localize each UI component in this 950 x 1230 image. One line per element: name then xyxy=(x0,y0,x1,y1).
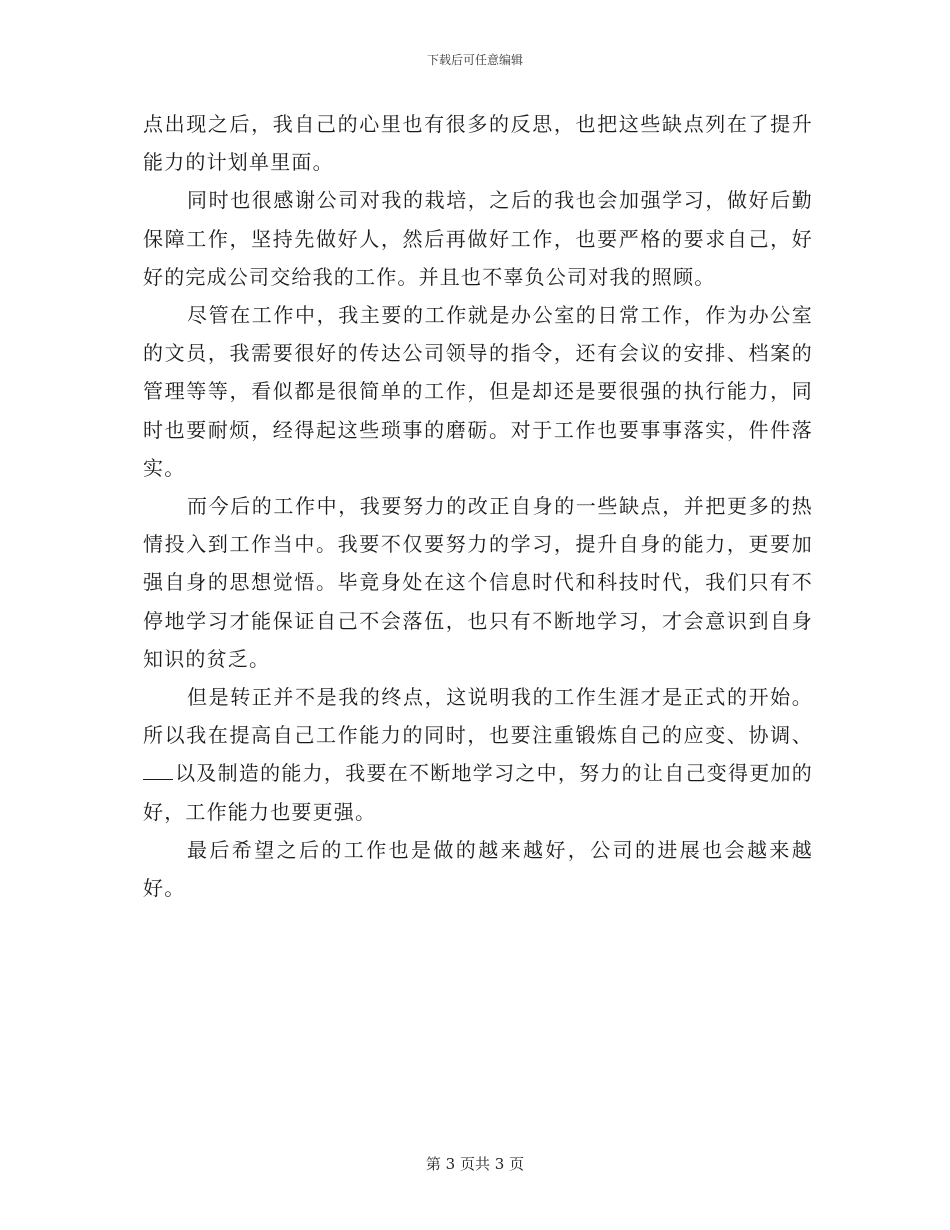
paragraph-1: 点出现之后，我自己的心里也有很多的反思，也把这些缺点列在了提升能力的计划单里面。 xyxy=(143,112,813,175)
fill-in-blank xyxy=(143,761,173,780)
paragraph-4: 而今后的工作中，我要努力的改正自身的一些缺点，并把更多的热情投入到工作当中。我要不仅要努力的学习，提升自身的能力，更要加强自身的思想觉悟。毕竟身处在这个信息时代和科技时代，我们只有不停地学习才能保证自己不会落伍，也只有不断地学习，才会意识到自身知识的贫乏。 xyxy=(143,494,813,671)
paragraph-3: 尽管在工作中，我主要的工作就是办公室的日常工作，作为办公室的文员，我需要很好的传达公司领导的指令，还有会议的安排、档案的管理等等，看似都是很简单的工作，但是却还是要很强的执行能力，同时也要耐烦，经得起这些琐事的磨砺。对于工作也要事事落实，件件落实。 xyxy=(143,303,813,480)
document-body xyxy=(143,105,813,907)
paragraph-2: 同时也很感谢公司对我的栽培，之后的我也会加强学习，做好后勤保障工作，坚持先做好人，然后再做好工作，也要严格的要求自己，好好的完成公司交给我的工作。并且也不辜负公司对我的照顾。 xyxy=(143,188,813,289)
page-footer: 第 3 页共 3 页 xyxy=(425,1155,525,1173)
page-header: 下载后可任意编辑 xyxy=(426,53,523,67)
paragraph-5 xyxy=(143,678,813,831)
paragraph-5-part-1: 但是转正并不是我的终点，这说明我的工作生涯才是正式的开始。所以我在提高自己工作能力的同时，也要注重锻炼自己的应变、协调、 xyxy=(143,685,813,748)
paragraph-5-part-2: 以及制造的能力，我要在不断地学习之中，努力的让自己变得更加的好，工作能力也要更强。 xyxy=(143,761,813,824)
paragraph-6: 最后希望之后的工作也是做的越来越好，公司的进展也会越来越好。 xyxy=(143,837,813,901)
